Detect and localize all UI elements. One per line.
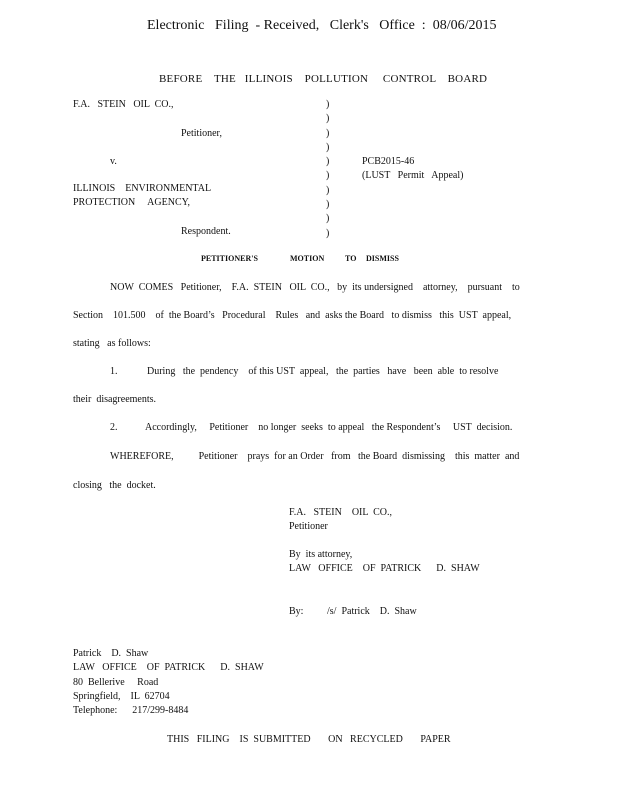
list-item-text: their disagreements. <box>73 394 157 405</box>
motion-title-word: DISMISS <box>366 254 399 263</box>
respondent-role: Respondent. <box>181 226 231 237</box>
signature-client-name: F.A. STEIN OIL CO., <box>289 507 392 518</box>
petitioner-role: Petitioner, <box>181 128 222 139</box>
versus-label: v. <box>110 156 117 167</box>
signature-client-role: Petitioner <box>289 521 328 532</box>
body-paragraph-line: WHEREFORE, Petitioner prays for an Order from the Board dismissing this matter and <box>110 451 520 462</box>
filing-stamp-header: Electronic Filing - Received, Clerk's Office : 08/06/2015 <box>147 18 497 33</box>
caption-paren: ) <box>326 113 330 125</box>
signature-signed-name: /s/ Patrick D. Shaw <box>327 606 417 617</box>
case-number: PCB2015-46 <box>362 156 415 167</box>
motion-title-word: TO <box>345 254 357 263</box>
contact-city: Springfield, IL 62704 <box>73 691 170 702</box>
caption-paren: ) <box>326 213 330 225</box>
body-paragraph-line: Section 101.500 of the Board’s Procedural Rules and asks the Board to dismiss this UST appeal, <box>73 310 512 321</box>
caption-paren: ) <box>326 99 330 110</box>
petitioner-name: F.A. STEIN OIL CO., <box>73 99 174 110</box>
contact-name: Patrick D. Shaw <box>73 648 149 659</box>
caption-paren: ) <box>326 199 330 211</box>
caption-paren: ) <box>326 170 330 182</box>
list-item-text: During the pendency of this UST appeal, the parties have been able to resolve <box>147 366 499 377</box>
body-paragraph-line: NOW COMES Petitioner, F.A. STEIN OIL CO., by its undersigned attorney, pursuant to <box>110 282 520 293</box>
court-title: BEFORE THE ILLINOIS POLLUTION CONTROL BOARD <box>159 73 488 85</box>
list-item-text: Accordingly, Petitioner no longer seeks to appeal the Respondent’s UST decision. <box>145 422 513 433</box>
recycled-paper-footer: THIS FILING IS SUBMITTED ON RECYCLED PAPER <box>167 734 451 745</box>
caption-paren: ) <box>326 227 330 239</box>
motion-title-word: PETITIONER'S <box>201 254 258 263</box>
caption-parentheses <box>326 98 329 241</box>
list-item-number: 2. <box>110 422 118 433</box>
respondent-name-line1: ILLINOIS ENVIRONMENTAL <box>73 183 212 194</box>
signature-by-label: By: <box>289 606 304 617</box>
contact-office: LAW OFFICE OF PATRICK D. SHAW <box>73 662 264 673</box>
list-item-number: 1. <box>110 366 118 377</box>
motion-title-word: MOTION <box>290 254 325 263</box>
case-type: (LUST Permit Appeal) <box>362 170 464 181</box>
caption-paren: ) <box>326 141 330 153</box>
contact-street: 80 Bellerive Road <box>73 677 159 688</box>
body-paragraph-line: closing the docket. <box>73 480 156 491</box>
caption-paren: ) <box>326 156 330 168</box>
signature-law-office: LAW OFFICE OF PATRICK D. SHAW <box>289 563 480 574</box>
respondent-name-line2: PROTECTION AGENCY, <box>73 197 191 208</box>
signature-by-attorney: By its attorney, <box>289 549 353 560</box>
body-paragraph-line: stating as follows: <box>73 338 151 349</box>
caption-paren: ) <box>326 184 330 196</box>
caption-paren: ) <box>326 127 330 139</box>
contact-phone: Telephone: 217/299-8484 <box>73 705 189 716</box>
